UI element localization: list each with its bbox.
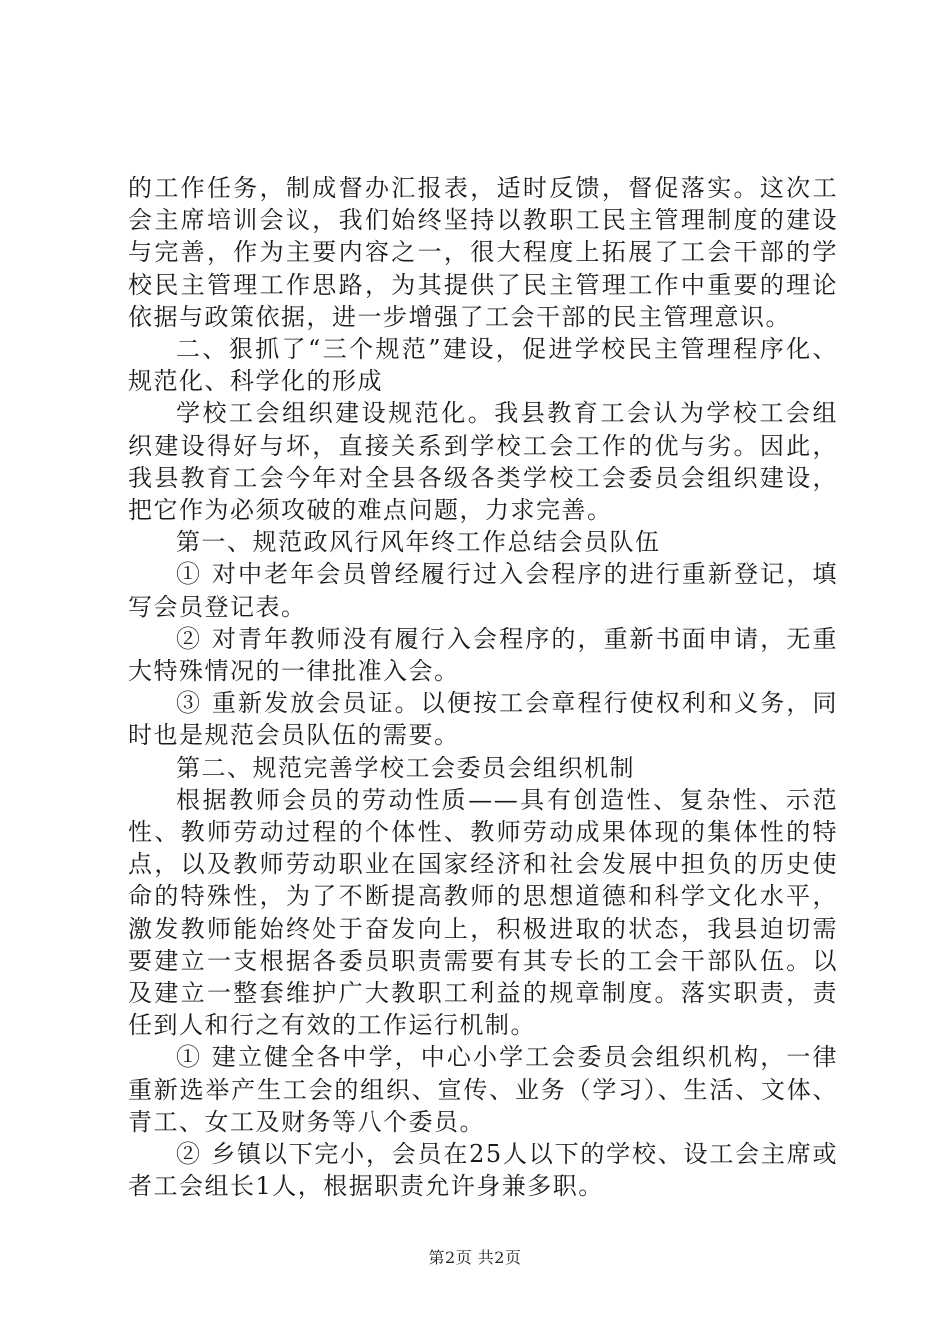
paragraph: 学校工会组织建设规范化。我县教育工会认为学校工会组织建设得好与坏，直接关系到学校工会工作的优与劣。因此，我县教育工会今年对全县各级各类学校工会委员会组织建设，把它作为必须攻破的难点问题，力求完善。 <box>128 399 838 525</box>
subsection-heading-first: 第一、规范政风行风年终工作总结会员队伍 <box>176 528 661 557</box>
document-body <box>128 172 838 1203</box>
list-item: ① 建立健全各中学，中心小学工会委员会组织机构，一律重新选举产生工会的组织、宣传、业务（学习）、生活、文体、青工、女工及财务等八个委员。 <box>128 1043 838 1136</box>
list-item: ③ 重新发放会员证。以便按工会章程行使权利和义务，同时也是规范会员队伍的需要。 <box>128 689 838 750</box>
page-number-footer: 第2页 共2页 <box>428 1248 522 1267</box>
section-heading-two: 二、狠抓了“三个规范”建设，促进学校民主管理程序化、规范化、科学化的形成 <box>128 335 838 396</box>
paragraph-continuation: 的工作任务，制成督办汇报表，适时反馈，督促落实。这次工会主席培训会议，我们始终坚持以教职工民主管理制度的建设与完善，作为主要内容之一，很大程度上拓展了工会干部的学校民主管理工作思路，为其提供了民主管理工作中重要的理论依据与政策依据，进一步增强了工会干部的民主管理意识。 <box>128 174 838 331</box>
list-item: ② 对青年教师没有履行入会程序的，重新书面申请，无重大特殊情况的一律批准入会。 <box>128 624 838 686</box>
subsection-heading-second: 第二、规范完善学校工会委员会组织机制 <box>176 753 635 782</box>
paragraph: 根据教师会员的劳动性质——具有创造性、复杂性、示范性、教师劳动过程的个体性、教师劳动成果体现的集体性的特点，以及教师劳动职业在国家经济和社会发展中担负的历史使命的特殊性，为了不断提高教师的思想道德和科学文化水平，激发教师能始终处于奋发向上，积极进取的状态，我县迫切需要建立一支根据各委员职责需要有其专长的工会干部队伍。以及建立一整套维护广大教职工利益的规章制度。落实职责，责任到人和行之有效的工作运行机制。 <box>128 785 838 1040</box>
list-item: ② 乡镇以下完小，会员在25人以下的学校、设工会主席或者工会组长1人，根据职责允许身兼多职。 <box>128 1140 838 1201</box>
list-item: ① 对中老年会员曾经履行过入会程序的进行重新登记，填写会员登记表。 <box>128 560 838 621</box>
